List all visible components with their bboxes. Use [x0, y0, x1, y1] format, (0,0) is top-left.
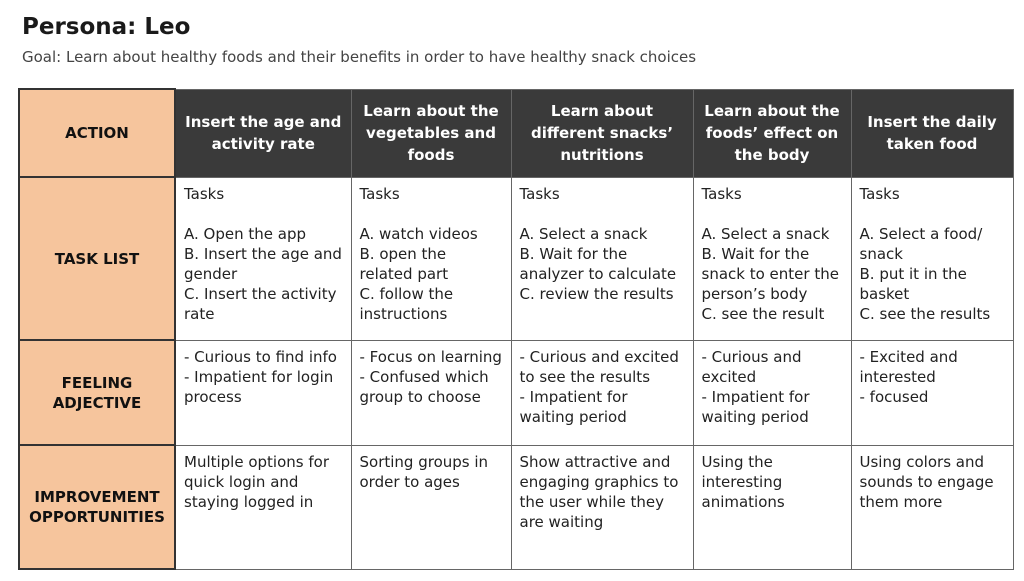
row-header-improvement-opportunities: IMPROVEMENT OPPORTUNITIES	[19, 445, 175, 569]
tasks-cell-5	[851, 177, 1013, 340]
task-item: C. see the results	[859, 304, 991, 323]
task-item: B. Wait for the snack to enter the person’s body	[701, 244, 844, 303]
task-item: B. Wait for the analyzer to calculate	[519, 244, 677, 283]
persona-title: Persona: Leo	[22, 14, 191, 40]
feeling-item: - Curious and excited	[701, 347, 807, 386]
tasks-label: Tasks	[701, 184, 742, 203]
feeling-item: - Focus on learning	[359, 347, 502, 366]
tasks-label: Tasks	[859, 184, 900, 203]
feeling-cell-2	[351, 340, 511, 445]
tasks-cell-1	[175, 177, 351, 340]
task-item: C. see the result	[701, 304, 825, 323]
action-header-4: Learn about the foods’ effect on the body	[693, 89, 851, 177]
task-item: A. Select a food/ snack	[859, 224, 988, 263]
improvement-cell-2: Sorting groups in order to ages	[351, 445, 511, 569]
improvement-cell-3: Show attractive and engaging graphics to the user while they are waiting	[511, 445, 693, 569]
action-header-5: Insert the daily taken food	[851, 89, 1013, 177]
action-header-2: Learn about the vegetables and foods	[351, 89, 511, 177]
improvement-cell-1: Multiple options for quick login and staying logged in	[175, 445, 351, 569]
feeling-cell-1	[175, 340, 351, 445]
goal-text: Goal: Learn about healthy foods and their benefits in order to have healthy snack choices	[22, 48, 697, 66]
tasks-label: Tasks	[519, 184, 560, 203]
feeling-item: - Excited and interested	[859, 347, 963, 386]
task-item: A. Select a snack	[519, 224, 648, 243]
feeling-item: - Curious to find info	[184, 347, 337, 366]
feeling-row	[19, 340, 1013, 445]
feeling-item: - Confused which group to choose	[359, 367, 494, 406]
task-item: B. put it in the basket	[859, 264, 972, 303]
feeling-cell-5	[851, 340, 1013, 445]
tasks-label: Tasks	[359, 184, 400, 203]
feeling-item: - Impatient for login process	[184, 367, 339, 406]
task-item: C. review the results	[519, 284, 674, 303]
row-header-action: ACTION	[19, 89, 175, 177]
task-list-row	[19, 177, 1013, 340]
row-header-task-list: TASK LIST	[19, 177, 175, 340]
task-item: B. open the related part	[359, 244, 451, 283]
improvement-cell-4: Using the interesting animations	[693, 445, 851, 569]
action-header-1: Insert the age and activity rate	[175, 89, 351, 177]
action-row	[19, 89, 1013, 177]
tasks-cell-2	[351, 177, 511, 340]
task-item: A. watch videos	[359, 224, 478, 243]
task-item: A. Open the app	[184, 224, 306, 243]
task-item: C. follow the instructions	[359, 284, 458, 323]
feeling-item: - Impatient for waiting period	[701, 387, 815, 426]
improvement-cell-5: Using colors and sounds to engage them more	[851, 445, 1013, 569]
task-item: B. Insert the age and gender	[184, 244, 347, 283]
feeling-item: - Curious and excited to see the results	[519, 347, 684, 386]
tasks-label: Tasks	[184, 184, 225, 203]
action-header-3: Learn about different snacks’ nutritions	[511, 89, 693, 177]
feeling-cell-4	[693, 340, 851, 445]
feeling-item: - Impatient for waiting period	[519, 387, 633, 426]
feeling-cell-3	[511, 340, 693, 445]
task-item: C. Insert the activity rate	[184, 284, 342, 323]
feeling-item: - focused	[859, 387, 929, 406]
improvement-row	[19, 445, 1013, 569]
journey-map-table	[18, 88, 1014, 570]
tasks-cell-4	[693, 177, 851, 340]
tasks-cell-3	[511, 177, 693, 340]
row-header-feeling-adjective: FEELING ADJECTIVE	[19, 340, 175, 445]
task-item: A. Select a snack	[701, 224, 830, 243]
